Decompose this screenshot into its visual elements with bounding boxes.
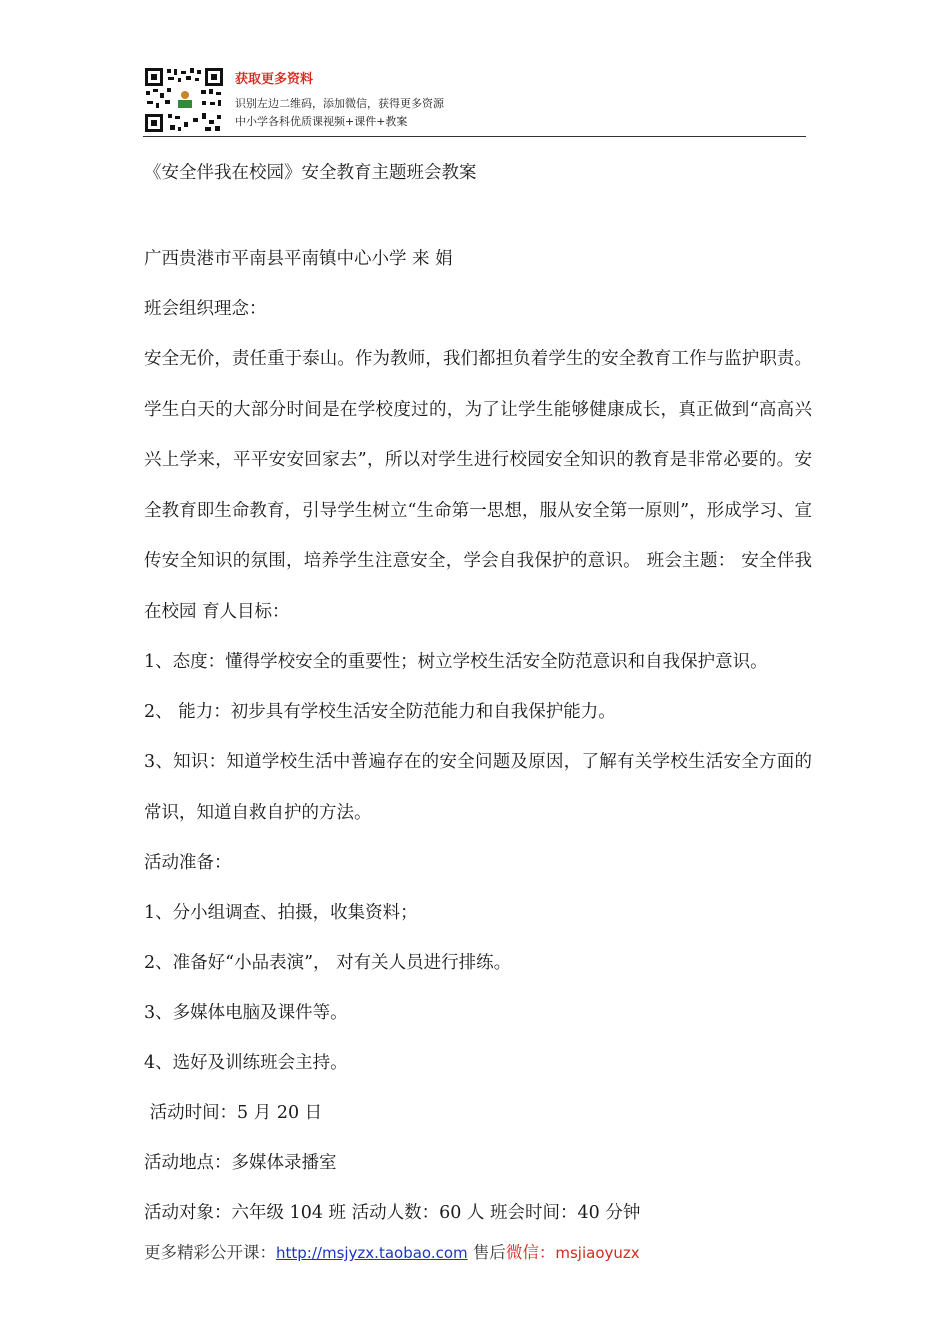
- prep-item-2: 2、准备好“小品表演”， 对有关人员进行排练。: [144, 953, 512, 973]
- header-text: [235, 68, 444, 131]
- goal-knowledge: 3、知识：知道学校生活中普遍存在的安全问题及原因，了解有关学校生活安全方面的常识，知道自救自护的方法。: [144, 752, 812, 823]
- header-line-1: 识别左边二维码，添加微信，获得更多资源: [235, 97, 444, 110]
- goal-ability: 2、 能力：初步具有学校生活安全防范能力和自我保护能力。: [144, 702, 616, 722]
- footer-after-sales: 售后: [467, 1243, 506, 1262]
- activity-time: 活动时间：5 月 20 日: [144, 1103, 323, 1123]
- page-header: [143, 64, 806, 137]
- header-title: 获取更多资料: [235, 72, 314, 87]
- footer-wechat-id: msjiaoyuzx: [555, 1244, 640, 1262]
- footer-wechat-label: 微信：: [505, 1243, 556, 1262]
- activity-target: 活动对象：六年级 104 班 活动人数：60 人 班会时间：40 分钟: [144, 1203, 641, 1223]
- document-body: [144, 158, 812, 1238]
- prep-item-1: 1、分小组调查、拍摄，收集资料；: [144, 903, 418, 923]
- goal-attitude: 1、态度：懂得学校安全的重要性；树立学校生活安全防范意识和自我保护意识。: [144, 652, 768, 672]
- header-line-2: 中小学各科优质课视频+课件+教案: [235, 115, 408, 128]
- prep-item-4: 4、选好及训练班会主持。: [144, 1053, 348, 1073]
- document-title: 《安全伴我在校园》安全教育主题班会教案: [144, 163, 477, 183]
- page-footer: [144, 1239, 640, 1263]
- prep-heading: 活动准备：: [144, 853, 232, 873]
- concept-paragraph: 安全无价，责任重于泰山。作为教师，我们都担负着学生的安全教育工作与监护职责。学生白天的大部分时间是在学校度过的，为了让学生能够健康成长，真正做到“高高兴兴上学来，平平安安回家去”，所以对学生进行校园安全知识的教育是非常必要的。安全教育即生命教育，引导学生树立“生命第一思想，服从安全第一原则”，形成学习、宣传安全知识的氛围，培养学生注意安全，学会自我保护的意识。 班会主题： 安全伴我在校园 育人目标：: [144, 349, 812, 622]
- qr-code-icon: [143, 66, 225, 134]
- activity-place: 活动地点：多媒体录播室: [144, 1153, 337, 1173]
- footer-label: 更多精彩公开课：: [144, 1243, 276, 1262]
- footer-link[interactable]: http://msjyzx.taobao.com: [276, 1244, 468, 1262]
- concept-heading: 班会组织理念：: [144, 299, 267, 319]
- prep-item-3: 3、多媒体电脑及课件等。: [144, 1003, 348, 1023]
- author-line: 广西贵港市平南县平南镇中心小学 来 娟: [144, 249, 453, 269]
